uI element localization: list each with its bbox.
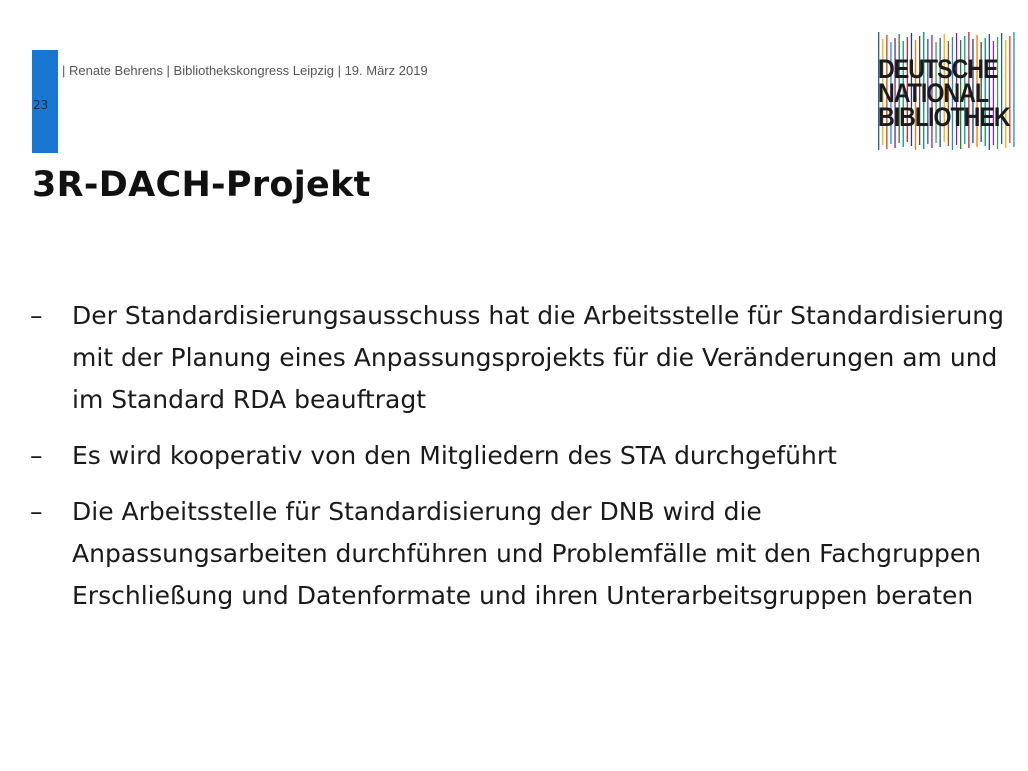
- header-meta: | Renate Behrens | Bibliothekskongress Leipzig | 19. März 2019: [62, 63, 428, 78]
- dnb-logo: [876, 32, 1018, 150]
- page-number: 23: [33, 98, 49, 112]
- logo-stripe: [989, 34, 990, 150]
- logo-line-3: BIBLIOTHEK: [878, 102, 1010, 132]
- bullet-item: [30, 435, 1005, 477]
- logo-stripe: [1013, 32, 1014, 147]
- logo-line-2: NATIONAL: [878, 78, 988, 108]
- bullet-item: [30, 295, 1005, 421]
- bullet-text: Es wird kooperativ von den Mitgliedern des STA durchgeführt: [72, 441, 837, 470]
- logo-line-1: DEUTSCHE: [878, 54, 998, 84]
- bullet-text: Der Standardisierungsausschuss hat die Arbeitsstelle für Standardisierung mit der Planung eines Anpassungsprojekts für die Veränderungen am und im Standard RDA beauftragt: [72, 301, 1005, 414]
- bullet-list: [30, 295, 1005, 631]
- bullet-dash: –: [30, 497, 43, 526]
- slide-title: 3R-DACH-Projekt: [32, 165, 371, 205]
- bullet-item: [30, 491, 1005, 617]
- bullet-text: Die Arbeitsstelle für Standardisierung der DNB wird die Anpassungsarbeiten durchführen und Problemfälle mit den Fachgruppen Erschließung und Datenformate und ihren Unterarbeitsgruppen beraten: [72, 497, 982, 610]
- bullet-dash: –: [30, 301, 43, 330]
- bullet-dash: –: [30, 441, 43, 470]
